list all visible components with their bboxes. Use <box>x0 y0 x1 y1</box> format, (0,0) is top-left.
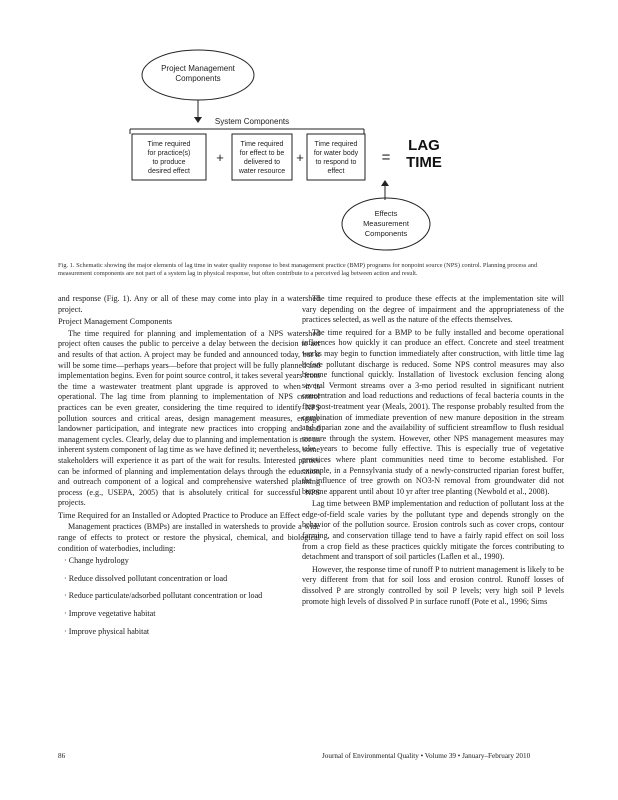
figure-caption: Fig. 1. Schematic showing the major elements of lag time in water quality response to best management practice (BMP) programs for nonpoint source (NPS) control. Planning process and measurement components are not part of a system lag in physical response, but often contribute to a perceived lag between action and result. <box>58 262 538 278</box>
system-label: System Components <box>214 117 290 126</box>
box3-line2: for water body <box>313 150 359 157</box>
box2-line2: for effect to be <box>239 150 285 157</box>
left-column <box>58 294 320 644</box>
box3-line4: effect <box>327 168 345 175</box>
right-paragraph-1: The time required to produce these effects at the implementation site will vary depending on the degree of impairment and the appropriateness of the practices selected, as well as the nature of the effects themselves. <box>302 294 564 325</box>
project-arrow-head <box>194 117 202 123</box>
lag-time-schematic <box>0 0 618 260</box>
effects-arrow-head <box>381 180 389 186</box>
lag-label: LAG <box>408 137 440 154</box>
right-paragraph-3: Lag time between BMP implementation and reduction of pollutant loss at the edge-of-field scale varies by the pollutant type and depends strongly on the behavior of the pollution source. Erosion controls such as cover crops, contour farming, and conservation tillage tend to have a fairly rapid effect on soil loss from a crop field as these practices quickly mitigate the forces contributing to detachment and transport of soil particles (Laflen et al., 1990). <box>302 499 564 562</box>
list-item: · Improve vegetative habitat <box>64 609 320 620</box>
right-paragraph-4: However, the response time of runoff P to nutrient management is likely to be very different from that for soil loss and erosion control. Runoff losses of dissolved P are strongly controlled by soil P levels; very high soil P levels promote high levels of dissolved P in surface runoff (Pote et al., 1996; Sims <box>302 564 564 606</box>
page-number: 86 <box>58 752 66 760</box>
effects-line3: Components <box>364 229 408 238</box>
journal-footer: Journal of Environmental Quality • Volume 39 • January–February 2010 <box>322 752 531 760</box>
effects-list <box>58 556 320 637</box>
plus-sign-1: + <box>216 150 224 165</box>
project-management-paragraph: The time required for planning and implementation of a NPS watershed project often causes the public to perceive a delay between the decision to act and results of that action. A project may be funded and announced today, but it will be some time—perhaps years—before that project will be fully planned and implementation begins. Even for point source control, it takes several years from the time a wastewater treatment plant upgrade is approved to when it is operational. The lag time from planning to implementation of NPS control practices can be even greater, considering the time required to identify NPS pollution sources and critical areas, design management measures, engage landowner participation, and integrate new practices into cropping and land management cycles. Clearly, delay due to planning and implementation is not an inherent system component of lag time as we have defined it; nevertheless, some stakeholders will experience it as part of the wait for results. Interested parties can be informed of planning and implementation delays through the education and outreach component of a logical and comprehensive watershed planning process (e.g., USEPA, 2005) that is absolutely critical for successful NPS projects. <box>58 328 320 508</box>
project-label-line1: Project Management <box>161 64 235 73</box>
section-heading-practice-effect: Time Required for an Installed or Adopted Practice to Produce an Effect <box>58 510 301 520</box>
right-paragraph-2: The time required for a BMP to be fully installed and become operational influences how quickly it can produce an effect. Concrete and steel treatment works may begin to function immediately after construction, with little time lag before pollutant discharge is reduced. Some NPS control measures may also become functional quickly. Installation of livestock exclusion fencing along several Vermont streams over a 3-mo period resulted in significant nutrient concentration and load reductions and reductions of fecal bacteria counts in the first post-treatment year (Meals, 2001). The response probably resulted from the combination of immediate prevention of new manure deposition in the stream and riparian zone and the availability of sufficient streamflow to flush residual manure through the system. However, other NPS management measures may take years to become fully effective. This is especially true of vegetative practices where plant communities need time to become established. For example, in a Pennsylvania study of a newly-constructed riparian forest buffer, the influence of tree growth on NO3-N removal from groundwater did not become apparent until about 10 yr after tree planting (Newbold et al., 2008). <box>302 327 564 496</box>
effects-line2: Measurement <box>363 219 409 228</box>
practice-effect-paragraph: Management practices (BMPs) are installed in watersheds to provide a wide range of effects to protect or restore the physical, chemical, and biological condition of waterbodies, including: <box>58 522 320 553</box>
box2-line1: Time required <box>240 141 284 148</box>
effects-line1: Effects <box>374 209 398 218</box>
box3-line3: to respond to <box>315 159 357 166</box>
box1-line4: desired effect <box>148 168 190 175</box>
right-column <box>302 294 564 609</box>
plus-sign-2: + <box>296 150 304 165</box>
project-label-line2: Components <box>175 74 221 83</box>
box1-line3: to produce <box>152 159 186 166</box>
box2-line4: water resource <box>238 168 286 175</box>
list-item: · Reduce particulate/adsorbed pollutant concentration or load <box>64 591 320 602</box>
time-label: TIME <box>406 154 442 171</box>
box1-line1: Time required <box>147 141 191 148</box>
equals-sign: = <box>381 149 391 166</box>
section-heading-project-management: Project Management Components <box>58 317 172 327</box>
list-item: · Change hydrology <box>64 556 320 567</box>
list-item: · Improve physical habitat <box>64 627 320 638</box>
list-item: · Reduce dissolved pollutant concentration or load <box>64 574 320 585</box>
intro-paragraph: and response (Fig. 1). Any or all of these may come into play in a watershed project. <box>58 294 320 314</box>
box1-line2: for practice(s) <box>147 150 191 157</box>
box2-line3: delivered to <box>243 159 281 166</box>
box3-line1: Time required <box>314 141 358 148</box>
